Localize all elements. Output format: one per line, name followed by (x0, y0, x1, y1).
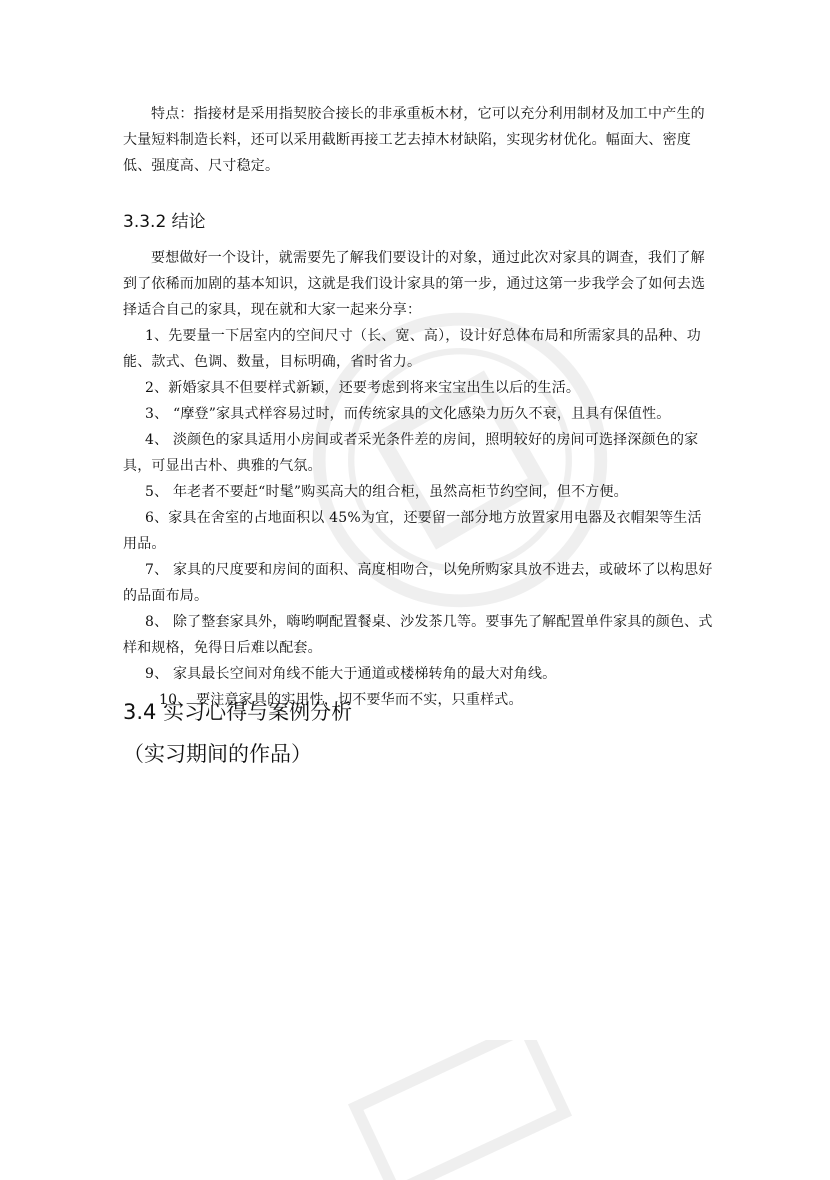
list-item: 8、 除了整套家具外，嗨哟啊配置餐桌、沙发茶几等。要事先了解配置单件家具的颜色、式样和规格，免得日后难以配套。 (123, 614, 713, 656)
list-item: 3、 “摩登”家具式样容易过时，而传统家具的文化感染力历久不衰，且具有保值性。 (145, 406, 671, 422)
list-item: 4、 淡颜色的家具适用小房间或者采光条件差的房间，照明较好的房间可选择深颜色的家具，可显出古朴、典雅的气氛。 (123, 432, 699, 474)
intro-paragraph: 特点：指接材是采用指契胶合接长的非承重板木材，它可以充分利用制材及加工中产生的大量短料制造长料，还可以采用截断再接工艺去掉木材缺陷，实现劣材优化。幅面大、密度低、强度高、尺寸稳定。 (123, 106, 705, 174)
conclusion-list (123, 323, 715, 713)
list-item: 9、 家具最长空间对角线不能大于通道或楼梯转角的最大对角线。 (145, 666, 557, 682)
list-item: 2、新婚家具不但要样式新颖，还要考虑到将来宝宝出生以后的生活。 (145, 380, 581, 396)
section-heading-3-4: 3.4 实习心得与案例分析 (123, 700, 353, 724)
list-item: 6、家具在舍室的占地面积以 45%为宜，还要留一部分地方放置家用电器及衣帽架等生活用品。 (123, 510, 702, 552)
conclusion-intro-paragraph: 要想做好一个设计，就需要先了解我们要设计的对象，通过此次对家具的调查，我们了解到了依稀而加剧的基本知识，这就是我们设计家具的第一步，通过这第一步我学会了如何去选择适合自己的家具，现在就和大家一起来分享： (123, 250, 706, 318)
list-item: 5、 年老者不要赶“时髦”购买高大的组合柜，虽然高柜节约空间，但不方便。 (145, 484, 628, 500)
section-heading-3-3-2: 3.3.2 结论 (123, 212, 206, 232)
list-item: 10、 要注意家具的实用性，切不要华而不实，只重样式。 (159, 692, 523, 708)
list-item: 1、先要量一下居室内的空间尺寸（长、宽、高），设计好总体布局和所需家具的品种、功能、款式、色调、数量，目标明确，省时省力。 (123, 328, 701, 370)
watermark-stamp-icon-bottom (330, 1040, 590, 1180)
section-subheading-works: （实习期间的作品） (123, 742, 312, 766)
list-item: 7、 家具的尺度要和房间的面积、高度相吻合，以免所购家具放不进去，或破坏了以构思好的品面布局。 (123, 562, 713, 604)
